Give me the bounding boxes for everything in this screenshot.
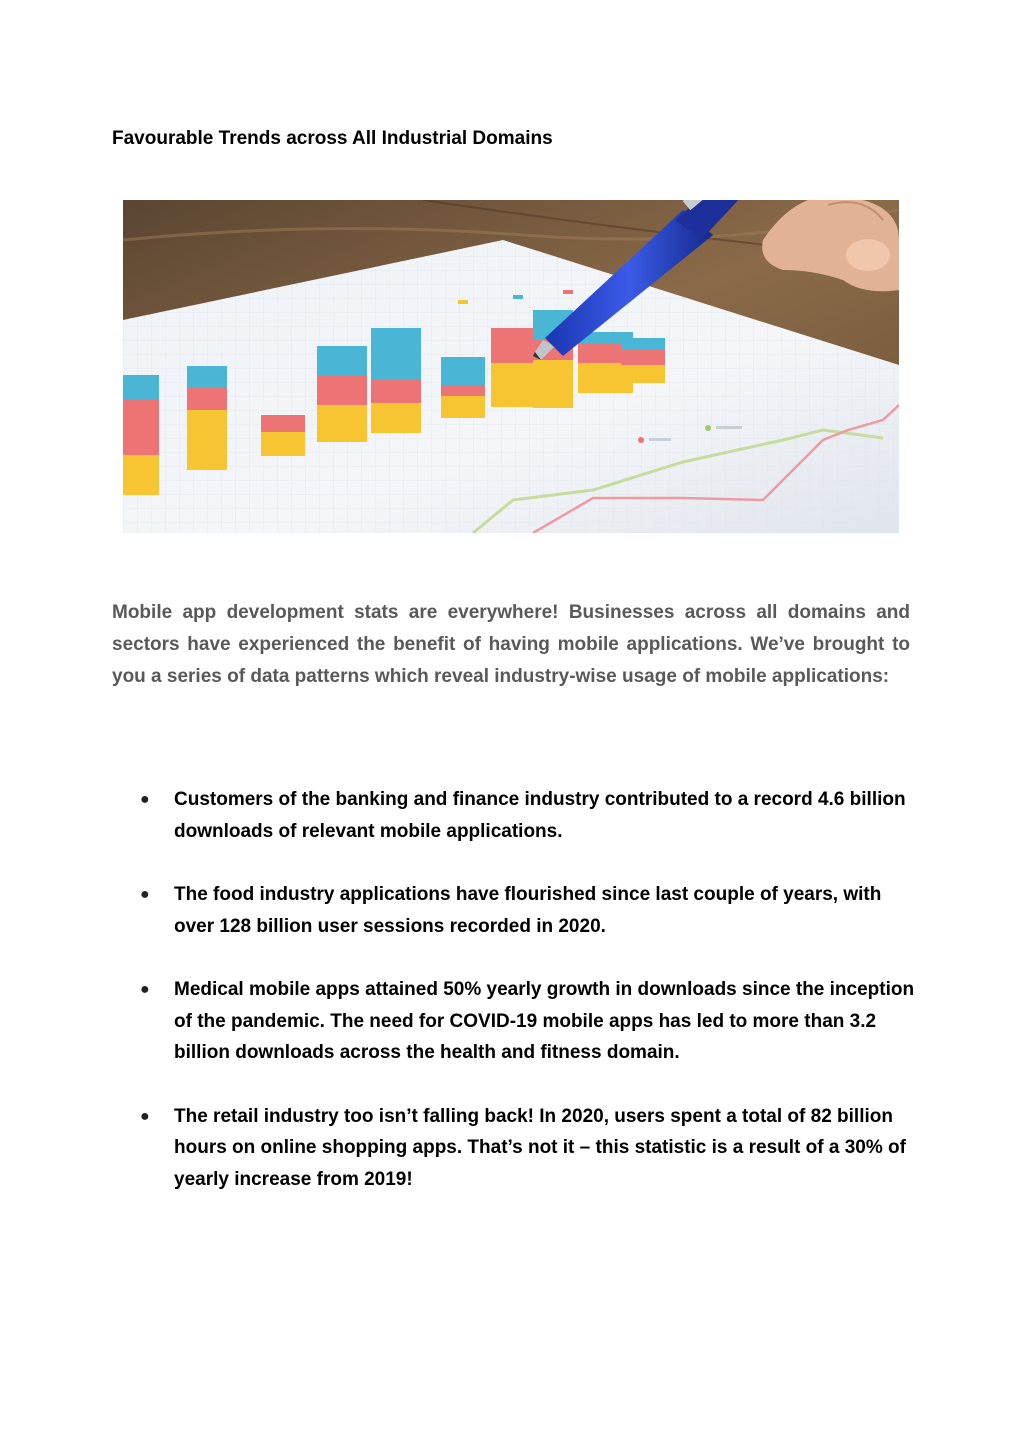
chart-photo <box>123 200 899 533</box>
list-item-text: Customers of the banking and finance industry contributed to a record 4.6 billion downloads of relevant mobile applications. <box>174 789 906 842</box>
page-title: Favourable Trends across All Industrial Domains <box>112 128 553 149</box>
bullet-list <box>140 784 920 1227</box>
list-item <box>140 974 920 1069</box>
list-item <box>140 784 920 847</box>
intro-paragraph: Mobile app development stats are everywhere! Businesses across all domains and sectors have experienced the benefit of having mobile applications. We’ve brought to you a series of data patterns which reveal industry-wise usage of mobile applications: <box>112 602 910 687</box>
list-item <box>140 879 920 942</box>
bullet-icon: ● <box>140 791 150 808</box>
list-item <box>140 1101 920 1196</box>
chart-photo-icon <box>123 200 899 533</box>
bullet-icon: ● <box>140 886 150 903</box>
list-item-text: Medical mobile apps attained 50% yearly growth in downloads since the inception of the pandemic. The need for COVID-19 mobile apps has led to more than 3.2 billion downloads across the health and fitness domain. <box>174 979 915 1063</box>
list-item-text: The retail industry too isn’t falling back! In 2020, users spent a total of 82 billion hours on online shopping apps. That’s not it – this statistic is a result of a 30% of yearly increase from 2019! <box>174 1105 906 1190</box>
list-item-text: The food industry applications have flourished since last couple of years, with over 128 billion user sessions recorded in 2020. <box>174 884 882 937</box>
bullet-icon: ● <box>140 981 150 998</box>
bullet-icon: ● <box>140 1107 150 1125</box>
